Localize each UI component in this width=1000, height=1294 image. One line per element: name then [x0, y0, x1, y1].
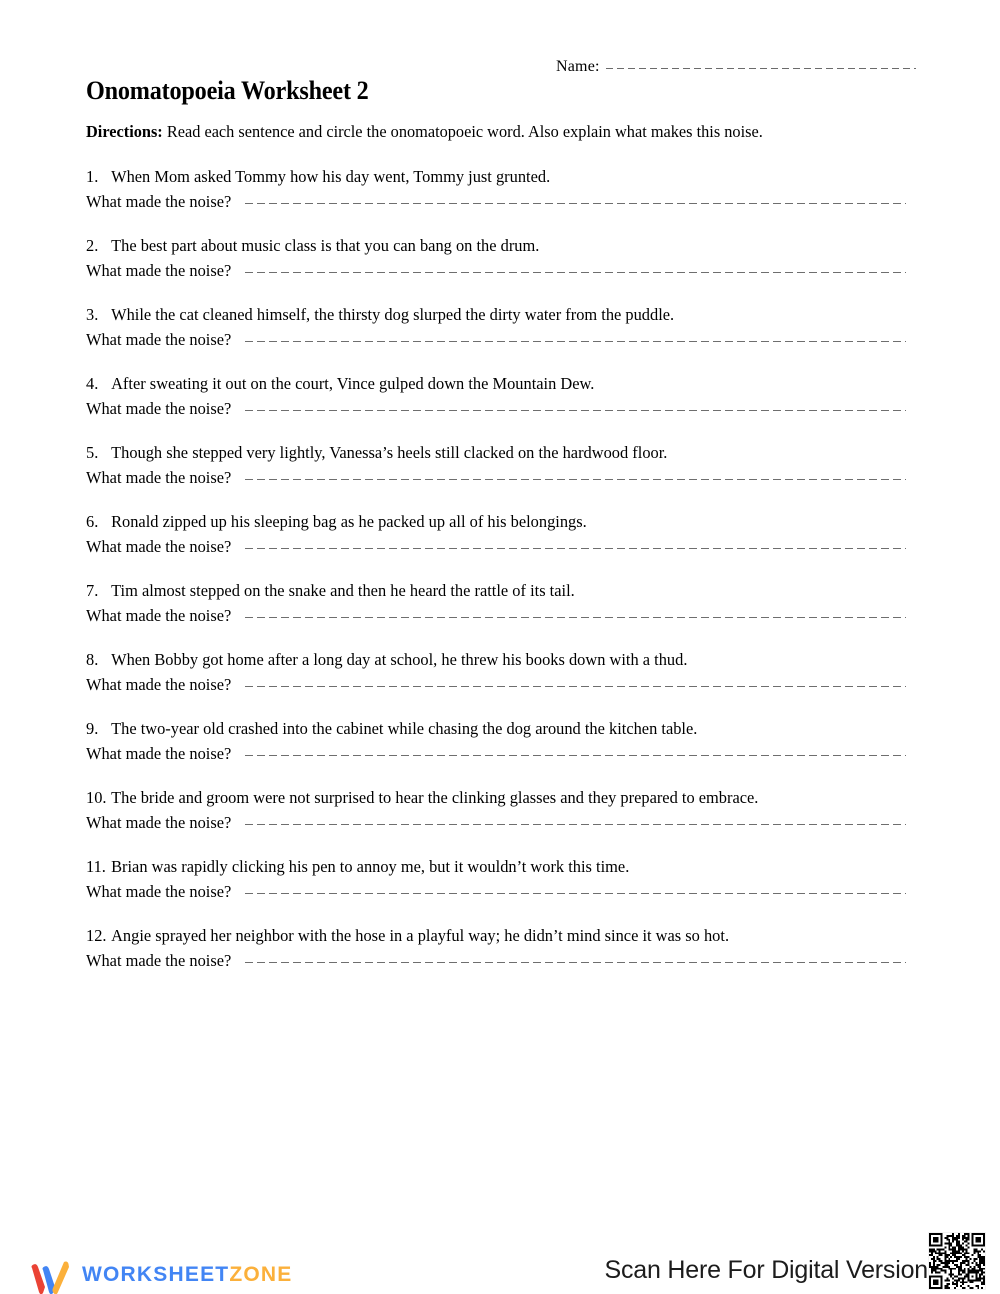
question-sentence-row [86, 168, 877, 192]
answer-prompt-label: What made the noise? [86, 468, 232, 487]
answer-prompt-label: What made the noise? [86, 675, 232, 694]
question-item [86, 582, 906, 651]
question-text: When Mom asked Tommy how his day went, Tommy just grunted. [111, 167, 551, 186]
answer-write-in-line[interactable] [245, 893, 906, 894]
question-number: 1. [86, 167, 99, 186]
question-item [86, 375, 906, 444]
question-item [86, 168, 906, 237]
question-sentence-row [86, 720, 877, 744]
question-sentence-row [86, 858, 877, 882]
answer-write-in-line[interactable] [245, 479, 906, 480]
question-number: 11. [86, 857, 106, 876]
question-number: 4. [86, 374, 99, 393]
answer-prompt-label: What made the noise? [86, 951, 232, 970]
answer-row [86, 882, 906, 927]
answer-write-in-line[interactable] [245, 824, 906, 825]
question-sentence-row [86, 375, 877, 399]
answer-write-in-line[interactable] [245, 410, 906, 411]
question-sentence-row [86, 927, 877, 951]
answer-write-in-line[interactable] [245, 203, 906, 204]
question-text: When Bobby got home after a long day at school, he threw his books down with a thud. [111, 650, 688, 669]
question-item [86, 444, 906, 513]
name-label: Name: [556, 58, 600, 75]
answer-row [86, 537, 906, 582]
answer-write-in-line[interactable] [245, 686, 906, 687]
answer-write-in-line[interactable] [245, 755, 906, 756]
name-write-in-line[interactable] [606, 68, 916, 69]
question-item [86, 858, 906, 927]
answer-row [86, 675, 906, 720]
question-text: The best part about music class is that you can bang on the drum. [111, 236, 540, 255]
directions [86, 122, 883, 142]
question-item [86, 720, 906, 789]
answer-row [86, 468, 906, 513]
brand-secondary-text: ZONE [229, 1262, 293, 1286]
question-number: 7. [86, 581, 99, 600]
question-number: 8. [86, 650, 99, 669]
answer-prompt-label: What made the noise? [86, 882, 232, 901]
answer-prompt-label: What made the noise? [86, 744, 232, 763]
question-list [86, 168, 906, 996]
question-sentence-row [86, 582, 877, 606]
answer-row [86, 261, 906, 306]
worksheet-zone-mark-icon [28, 1254, 74, 1294]
answer-row [86, 399, 906, 444]
answer-row [86, 192, 906, 237]
question-number: 12. [86, 926, 107, 945]
question-number: 2. [86, 236, 99, 255]
answer-row [86, 813, 906, 858]
answer-prompt-label: What made the noise? [86, 192, 232, 211]
question-item [86, 237, 906, 306]
worksheet-zone-logo[interactable] [28, 1254, 292, 1294]
question-text: The bride and groom were not surprised to hear the clinking glasses and they prepared to embrace. [111, 788, 759, 807]
answer-row [86, 744, 906, 789]
question-item [86, 306, 906, 375]
name-field-row [556, 58, 916, 76]
answer-row [86, 951, 906, 996]
question-number: 9. [86, 719, 99, 738]
question-sentence-row [86, 789, 877, 813]
directions-label: Directions: [86, 122, 163, 141]
answer-prompt-label: What made the noise? [86, 537, 232, 556]
answer-row [86, 330, 906, 375]
answer-prompt-label: What made the noise? [86, 399, 232, 418]
question-item [86, 651, 906, 720]
question-text: Though she stepped very lightly, Vanessa’s heels still clacked on the hardwood floor. [111, 443, 668, 462]
answer-prompt-label: What made the noise? [86, 813, 232, 832]
answer-write-in-line[interactable] [245, 272, 906, 273]
question-text: After sweating it out on the court, Vince gulped down the Mountain Dew. [111, 374, 595, 393]
question-number: 3. [86, 305, 99, 324]
answer-write-in-line[interactable] [245, 617, 906, 618]
question-text: While the cat cleaned himself, the thirsty dog slurped the dirty water from the puddle. [111, 305, 675, 324]
question-sentence-row [86, 651, 877, 675]
answer-row [86, 606, 906, 651]
answer-prompt-label: What made the noise? [86, 261, 232, 280]
answer-write-in-line[interactable] [245, 341, 906, 342]
page-footer [0, 1236, 1000, 1294]
question-number: 5. [86, 443, 99, 462]
question-number: 6. [86, 512, 99, 531]
qr-code[interactable] [928, 1232, 986, 1290]
answer-prompt-label: What made the noise? [86, 330, 232, 349]
question-item [86, 513, 906, 582]
question-sentence-row [86, 237, 877, 261]
question-number: 10. [86, 788, 107, 807]
answer-prompt-label: What made the noise? [86, 606, 232, 625]
question-item [86, 789, 906, 858]
question-sentence-row [86, 444, 877, 468]
answer-write-in-line[interactable] [245, 962, 906, 963]
question-text: Ronald zipped up his sleeping bag as he packed up all of his belongings. [111, 512, 587, 531]
scan-instruction-text: Scan Here For Digital Version [604, 1256, 928, 1284]
question-sentence-row [86, 306, 877, 330]
question-text: Angie sprayed her neighbor with the hose in a playful way; he didn’t mind since it was so hot. [111, 926, 730, 945]
brand-primary-text: WORKSHEET [82, 1262, 230, 1286]
question-text: The two-year old crashed into the cabinet while chasing the dog around the kitchen table. [111, 719, 698, 738]
question-text: Tim almost stepped on the snake and then he heard the rattle of its tail. [111, 581, 575, 600]
page-title: Onomatopoeia Worksheet 2 [86, 76, 369, 105]
brand-wordmark [82, 1264, 292, 1285]
question-text: Brian was rapidly clicking his pen to annoy me, but it wouldn’t work this time. [111, 857, 630, 876]
answer-write-in-line[interactable] [245, 548, 906, 549]
directions-text: Read each sentence and circle the onomatopoeic word. Also explain what makes this noise. [162, 122, 763, 141]
question-sentence-row [86, 513, 877, 537]
question-item [86, 927, 906, 996]
